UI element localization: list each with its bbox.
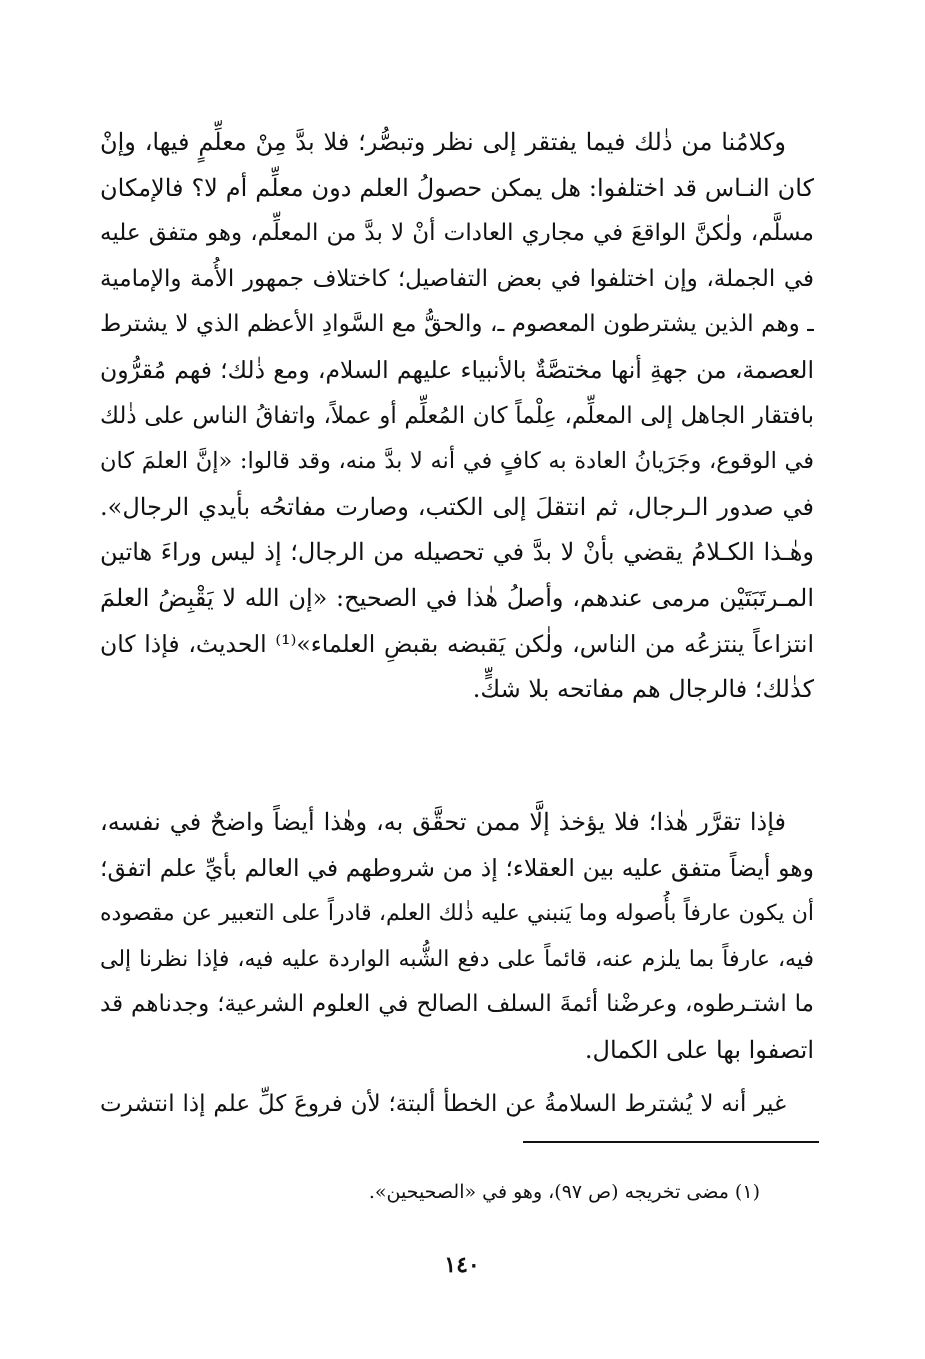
text-line: في صدور الـرجال، ثم انتقلَ إلى الكتب، وصارت مفاتحُه بأيدي الرجال». — [100, 492, 814, 521]
page-number: ١٤٠ — [444, 1252, 480, 1278]
text-line: وهو أيضاً متفق عليه بين العقلاء؛ إذ من شروطهم في العالم بأيِّ علم اتفق؛ — [100, 853, 814, 882]
footnote-separator — [523, 1141, 819, 1143]
text-line: غير أنه لا يُشترط السلامةُ عن الخطأ ألبتة؛ لأن فروعَ كلِّ علم إذا انتشرت — [100, 1091, 786, 1117]
footnote: (١) مضى تخريجه (ص ٩٧)، وهو في «الصحيحين». — [368, 1181, 760, 1203]
text-line: كان النـاس قد اختلفوا: هل يمكن حصولُ العلم دون معلِّم أم لا؟ فالإمكان — [100, 173, 814, 202]
text-line: وهٰـذا الكـلامُ يقضي بأنْ لا بدَّ في تحصيله من الرجال؛ إذ ليس وراءَ هاتين — [100, 538, 814, 567]
text-line: في الوقوع، وجَرَيانُ العادة به كافٍ في أنه لا بدَّ منه، وقد قالوا: «إنَّ العلمَ كان — [100, 448, 814, 475]
paragraph-1 — [100, 120, 814, 713]
text-line: في الجملة، وإن اختلفوا في بعض التفاصيل؛ كاختلاف جمهور الأُمة والإمامية — [100, 265, 814, 292]
text-line: اتصفوا بها على الكمال. — [584, 1035, 814, 1064]
text-line: ما اشتـرطوه، وعرضْنا أئمةَ السلف الصالح في العلوم الشرعية؛ وجدناهم قد — [100, 991, 814, 1018]
text-line: انتزاعاً ينتزعُه من الناس، ولٰكن يَقبضه بقبضِ العلماء»⁽¹⁾ الحديث، فإذا كان — [100, 629, 814, 658]
text-line: مسلَّم، ولٰكنَّ الواقعَ في مجاري العادات أنْ لا بدَّ من المعلِّم، وهو متفق عليه — [100, 220, 814, 247]
paragraph-3 — [100, 1082, 814, 1128]
text-line: ـ وهم الذين يشترطون المعصوم ـ، والحقُّ مع السَّوادِ الأعظم الذي لا يشترط — [100, 311, 814, 338]
text-line: العصمة، من جهةِ أنها مختصَّةٌ بالأنبياء عليهم السلام، ومع ذٰلك؛ فهم مُقرُّون — [100, 355, 814, 384]
text-line: بافتقار الجاهل إلى المعلِّم، عِلْماً كان المُعلِّم أو عملاً، واتفاقُ الناس على ذٰلك — [100, 402, 814, 429]
text-line: المـرتَبَتَيْن مرمى عندهم، وأصلُ هٰذا في الصحيح: «إن الله لا يَقْبِضُ العلمَ — [100, 583, 814, 612]
text-line: كذٰلك؛ فالرجال هم مفاتحه بلا شكٍّ. — [472, 675, 814, 704]
text-line: وكلامُنا من ذٰلك فيما يفتقر إلى نظر وتبصُّر؛ فلا بدَّ مِنْ معلِّمٍ فيها، وإنْ — [100, 128, 786, 156]
paragraph-2 — [100, 800, 814, 1074]
text-line: أن يكون عارفاً بأُصوله وما يَنبني عليه ذٰلك العلم، قادراً على التعبير عن مقصوده — [100, 901, 814, 927]
text-line: فإذا تقرَّر هٰذا؛ فلا يؤخذ إلَّا ممن تحقَّق به، وهٰذا أيضاً واضحٌ في نفسه، — [100, 808, 787, 836]
text-line: فيه، عارفاً بما يلزم عنه، قائماً على دفع الشُّبه الواردة عليه فيه، فإذا نظرنا إلى — [100, 946, 814, 972]
